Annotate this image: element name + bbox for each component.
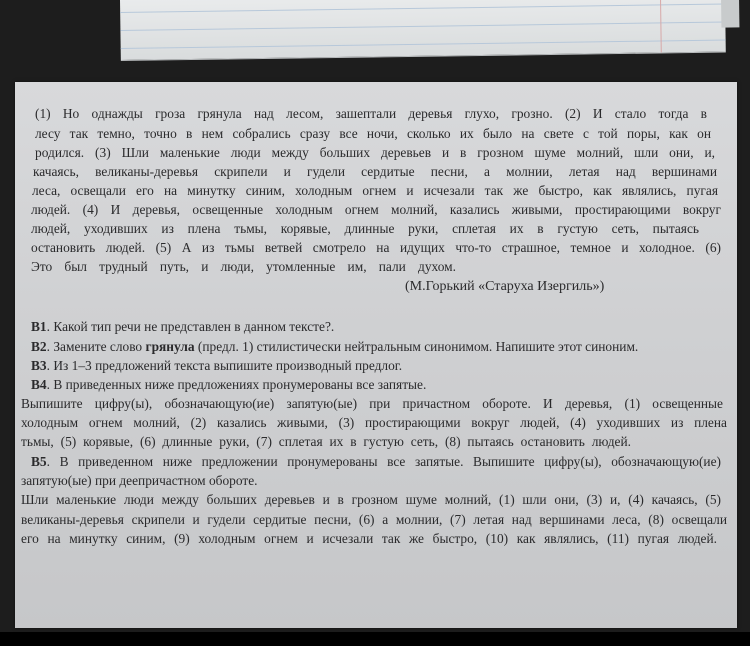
passage-line: лесу так темно, точно в нем собрались сразу все ночи, сколько их было на свете с той поры, как он [35, 126, 711, 141]
passage-line: (1) Но однажды гроза грянула над лесом, зашептали деревья глухо, грозно. (2) И стало тогда в [35, 106, 707, 121]
passage-line: людей. (4) И деревья, освещенные холодным огнем молний, казались живыми, простирающими вокруг [31, 202, 721, 217]
source-citation: (М.Горький «Старуха Изергиль») [405, 279, 605, 294]
question-number: В1 [31, 319, 47, 334]
question-b4-line: тьмы, (5) корявые, (6) длинные руки, (7) сплетая их в густую сеть, (8) пытаясь остановить людей. [21, 434, 631, 449]
question-text: . Замените слово [46, 339, 146, 354]
question-text: . Из 1–3 предложений текста выпишите производный предлог. [46, 358, 403, 373]
passage-line: Это был трудный путь, и люди, утомленные им, пали духом. [31, 259, 456, 274]
question-b3 [31, 357, 402, 375]
passage-line: леса, освещали его на минутку синим, холодным огнем и исчезали так же быстро, как являлись, пугая [32, 183, 718, 198]
question-text: . В приведенных ниже предложениях пронумерованы все запятые. [46, 377, 427, 392]
question-b5 [31, 453, 721, 471]
notebook-edge [120, 0, 726, 61]
question-b5-line: Шли маленькие люди между больших деревьев и в грозном шуме молний, (1) шли они, (3) и, (4) качаясь, (5) [21, 492, 721, 507]
target-word: грянула [145, 339, 195, 354]
passage-line: родился. (3) Шли маленькие люди между больших деревьев и в грозном шуме молний, шли они, и, [35, 145, 715, 160]
question-b4 [31, 376, 426, 394]
question-number: В3 [31, 358, 47, 373]
passage-line: качаясь, великаны-деревья скрипели и гудели сердитые песни, а молнии, летая над вершинами [33, 164, 717, 179]
passage-line: людей, уходивших из плена тьмы, корявые, длинные руки, сплетая их в густую сеть, пытаясь [31, 221, 699, 236]
question-b2 [31, 338, 638, 356]
question-b5-line: его на минутку синим, (9) холодным огнем и исчезали так же быстро, (10) как являлись, (11) пугая людей. [21, 531, 717, 546]
question-b4-line: холодным огнем молний, (2) казались живыми, (3) простирающими вокруг людей, (4) уходивших из плена [21, 415, 727, 430]
question-text: . В приведенном ниже предложении пронумерованы все запятые. Выпишите цифру(ы), обозначающую(ие) [46, 454, 721, 469]
question-text: . Какой тип речи не представлен в данном тексте?. [46, 319, 335, 334]
printed-sheet [15, 82, 737, 628]
question-text: (предл. 1) стилистически нейтральным синонимом. Напишите этот синоним. [194, 339, 639, 354]
question-b5-line: великаны-деревья скрипели и гудели сердитые песни, (6) а молнии, (7) летая над вершинами леса, (8) освещали [21, 512, 727, 527]
photo-bottom-edge [0, 632, 750, 646]
question-b4-line: Выпишите цифру(ы), обозначающую(ие) запятую(ые) при причастном обороте. И деревья, (1) освещенные [21, 396, 723, 411]
question-number: В4 [31, 377, 47, 392]
question-number: В2 [31, 339, 47, 354]
question-number: В5 [31, 454, 47, 469]
question-b1 [31, 318, 334, 336]
question-b5-line: запятую(ые) при деепричастном обороте. [21, 473, 258, 488]
passage-line: остановить людей. (5) А из тьмы ветвей смотрело на идущих что-то страшное, темное и холодное. (6) [31, 240, 721, 255]
